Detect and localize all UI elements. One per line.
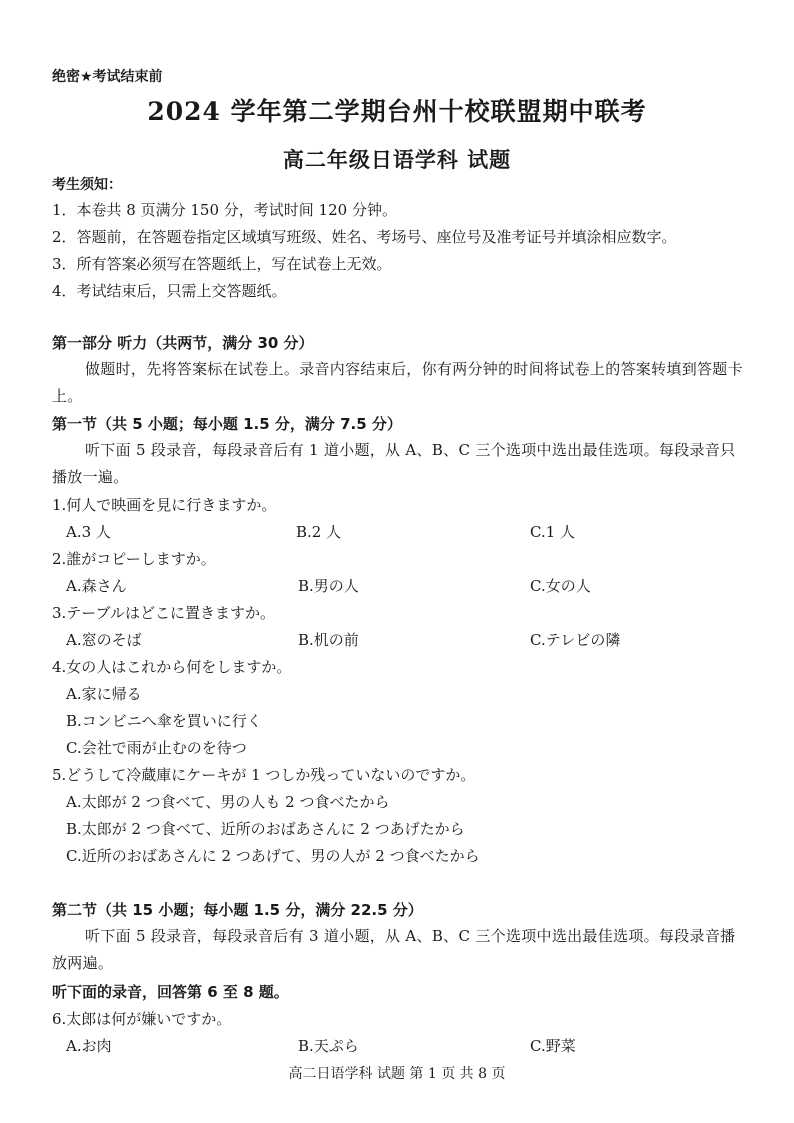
option-b: B.コンビニへ傘を買いに行く	[66, 712, 262, 730]
option-b: B.天ぷら	[298, 1037, 359, 1055]
option-b: B.太郎が 2 つ食べて、近所のおばあさんに 2 つあげたから	[66, 820, 465, 838]
section1-heading: 第一节（共 5 小题；每小题 1.5 分，满分 7.5 分）	[52, 415, 402, 433]
option-b: B.2 人	[296, 523, 342, 541]
notice-item: 4．考试结束后，只需上交答题纸。	[52, 282, 287, 300]
option-c: C.女の人	[530, 577, 591, 595]
part1-instruction: 做题时，先将答案标在试卷上。录音内容结束后，你有两分钟的时间将试卷上的答案转填到答题卡上。	[52, 360, 743, 405]
notice-item: 3．所有答案必须写在答题纸上，写在试卷上无效。	[52, 255, 392, 273]
section2-heading: 第二节（共 15 小题；每小题 1.5 分，满分 22.5 分）	[52, 901, 423, 919]
option-c: C.会社で雨が止むのを待つ	[66, 739, 247, 757]
option-a: A.窓のそば	[66, 631, 142, 649]
section2-instruction: 听下面 5 段录音，每段录音后有 3 道小题，从 A、B、C 三个选项中选出最佳选项。每段录音播放两遍。	[52, 927, 736, 972]
option-c: C.野菜	[530, 1037, 576, 1055]
exam-subtitle: 高二年级日语学科 试题	[282, 147, 512, 172]
question-1: 1.何人で映画を見に行きますか。	[52, 496, 277, 514]
audio-group-heading: 听下面的录音，回答第 6 至 8 题。	[52, 983, 289, 1001]
option-c: C.1 人	[530, 523, 576, 541]
notice-item: 2．答题前，在答题卷指定区域填写班级、姓名、考场号、座位号及准考证号并填涂相应数字。	[52, 228, 677, 246]
page-footer: 高二日语学科 试题 第 1 页 共 8 页	[288, 1066, 506, 1082]
question-4: 4.女の人はこれから何をしますか。	[52, 658, 292, 676]
confidential-label: 绝密★考试结束前	[52, 69, 163, 85]
notice-item: 1．本卷共 8 页满分 150 分，考试时间 120 分钟。	[52, 201, 397, 219]
part1-heading: 第一部分 听力（共两节，满分 30 分）	[52, 334, 314, 352]
exam-title: 2024 学年第二学期台州十校联盟期中联考	[147, 97, 647, 126]
option-a: A.お肉	[66, 1037, 112, 1055]
question-6: 6.太郎は何が嫌いですか。	[52, 1010, 232, 1028]
option-a: A.3 人	[66, 523, 111, 541]
option-a: A.森さん	[66, 577, 127, 595]
option-c: C.テレビの隣	[530, 631, 621, 649]
notice-heading: 考生须知：	[52, 177, 122, 193]
option-b: B.男の人	[298, 577, 359, 595]
option-b: B.机の前	[298, 631, 359, 649]
option-a: A.家に帰る	[66, 685, 142, 703]
question-2: 2.誰がコピーしますか。	[52, 550, 216, 568]
option-a: A.太郎が 2 つ食べて、男の人も 2 つ食べたから	[66, 793, 390, 811]
option-c: C.近所のおばあさんに 2 つあげて、男の人が 2 つ食べたから	[66, 847, 480, 865]
question-5: 5.どうして冷蔵庫にケーキが 1 つしか残っていないのですか。	[52, 766, 476, 784]
question-3: 3.テーブルはどこに置きますか。	[52, 604, 275, 622]
section1-instruction: 听下面 5 段录音，每段录音后有 1 道小题，从 A、B、C 三个选项中选出最佳选项。每段录音只播放一遍。	[52, 441, 736, 486]
